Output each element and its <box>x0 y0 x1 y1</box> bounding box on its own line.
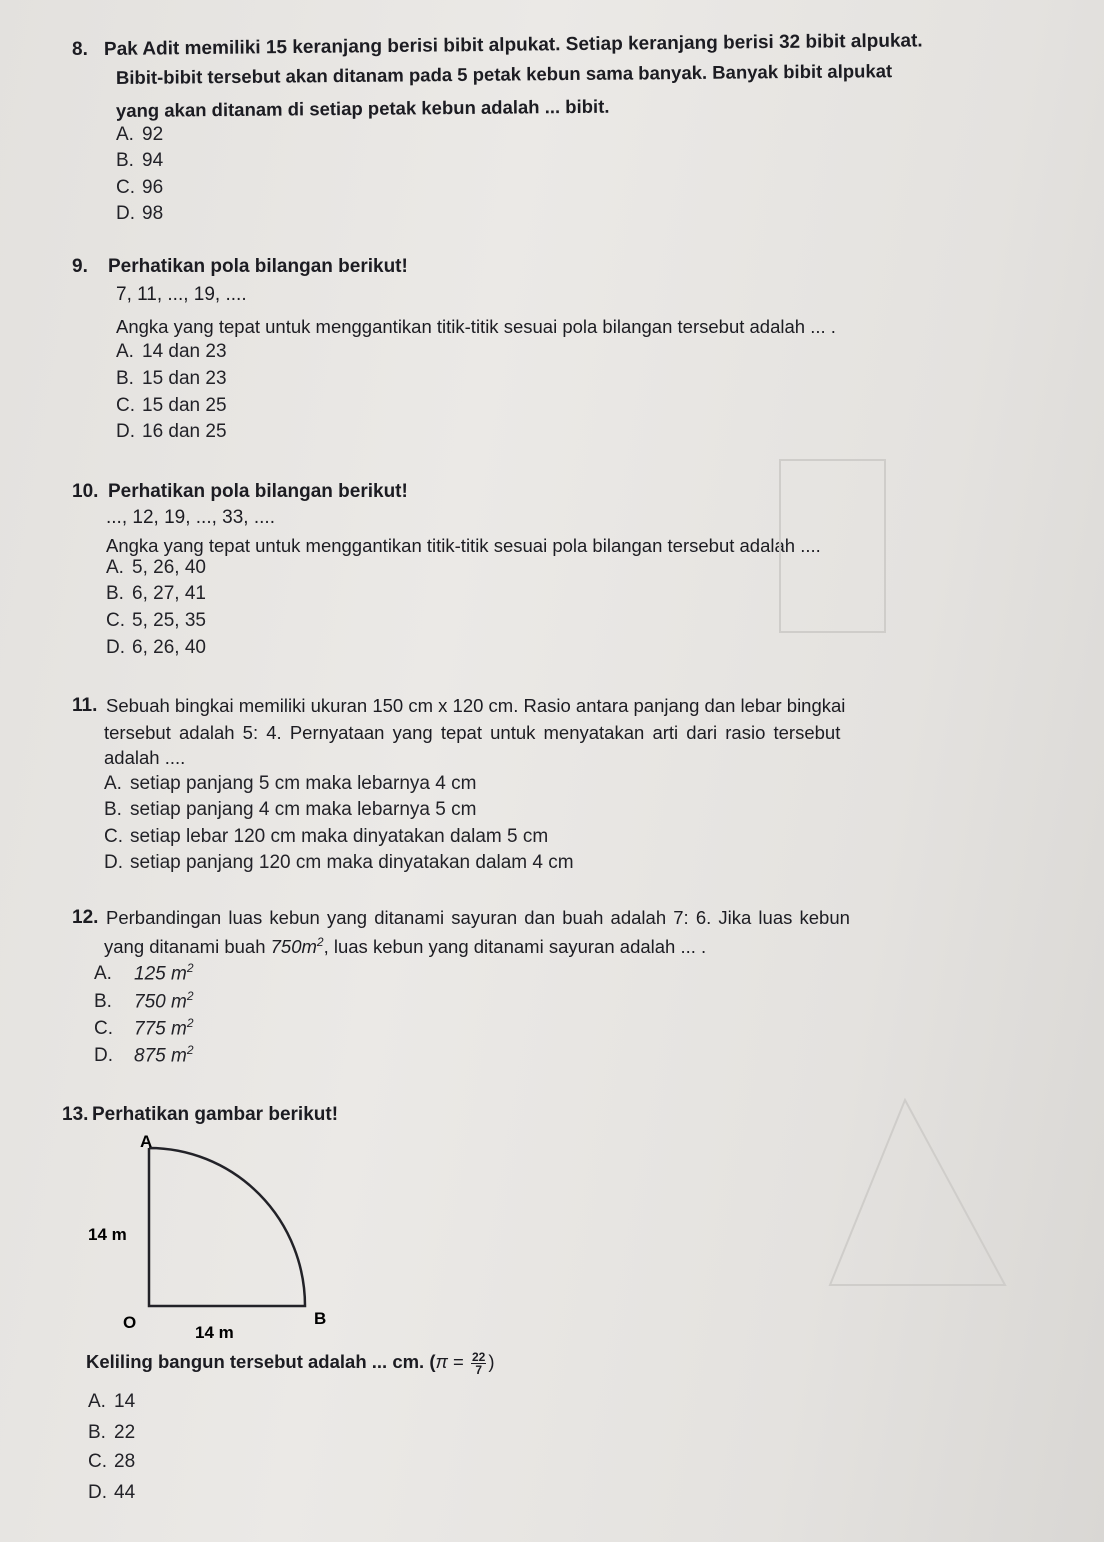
option-text: setiap panjang 120 cm maka dinyatakan dalam 4 cm <box>130 852 574 873</box>
option-text: 92 <box>142 124 164 145</box>
option-text: 875 m <box>134 1045 187 1067</box>
option-text: 14 dan 23 <box>142 341 227 362</box>
option-letter: C. <box>104 826 123 847</box>
option-letter: D. <box>94 1045 113 1067</box>
option-letter: C. <box>106 610 125 631</box>
option-text: setiap panjang 4 cm maka lebarnya 5 cm <box>130 799 477 820</box>
text-segment: yang ditanami buah <box>104 936 271 958</box>
unit-exponent: 2 <box>186 961 194 975</box>
question-text-line: yang akan ditanam di setiap petak kebun adalah ... bibit. <box>115 95 610 121</box>
option-letter: D. <box>106 637 125 658</box>
option-text: 750 m <box>134 991 187 1013</box>
option-text: setiap lebar 120 cm maka dinyatakan dalam 5 cm <box>130 826 549 847</box>
show-through-rectangle <box>760 440 920 640</box>
option-d[interactable] <box>94 1043 194 1067</box>
label-b: B <box>314 1309 327 1328</box>
question-text-line: Perhatikan pola bilangan berikut! <box>108 481 408 502</box>
option-text: 6, 26, 40 <box>132 637 206 658</box>
label-a: A <box>140 1132 153 1151</box>
option-text: 98 <box>142 203 164 224</box>
pi-fraction <box>471 1351 486 1376</box>
text-segment: ) <box>488 1351 495 1372</box>
option-text: 22 <box>114 1422 136 1443</box>
question-number: 8. <box>72 39 88 60</box>
text-segment: , luas kebun yang ditanami sayuran adalah ... . <box>323 936 707 958</box>
label-o: O <box>123 1313 137 1332</box>
option-text: 125 m <box>134 963 187 985</box>
option-a[interactable] <box>116 124 163 146</box>
option-a[interactable] <box>106 557 206 579</box>
option-letter: B. <box>106 583 124 604</box>
option-letter: A. <box>106 557 124 578</box>
option-b[interactable] <box>88 1422 135 1444</box>
question-number: 9. <box>72 256 88 277</box>
option-b[interactable] <box>106 583 206 605</box>
option-letter: D. <box>116 421 135 442</box>
unit-exponent: 2 <box>316 935 324 949</box>
equals-sign: = <box>447 1351 469 1372</box>
option-d[interactable] <box>116 203 163 225</box>
option-letter: C. <box>88 1451 107 1472</box>
question-text-line: Perhatikan pola bilangan berikut! <box>108 256 408 277</box>
option-text: 94 <box>142 150 164 171</box>
option-c[interactable] <box>104 826 548 848</box>
number-pattern: ..., 12, 19, ..., 33, .... <box>106 507 275 528</box>
question-text-line <box>104 935 706 958</box>
question-text-line: Bibit-bibit tersebut akan ditanam pada 5 petak kebun sama banyak. Banyak bibit alpukat <box>115 60 893 88</box>
option-d[interactable] <box>104 852 574 874</box>
option-d[interactable] <box>106 637 206 659</box>
option-c[interactable] <box>116 177 163 199</box>
option-letter: A. <box>88 1391 106 1412</box>
option-letter: D. <box>104 852 123 873</box>
option-text: 775 m <box>134 1018 187 1040</box>
question-text-line: tersebut adalah 5: 4. Pernyataan yang tepat untuk menyatakan arti dari rasio tersebut <box>104 722 841 743</box>
question-text-line: Pak Adit memiliki 15 keranjang berisi bibit alpukat. Setiap keranjang berisi 32 bibit alpukat. <box>103 30 923 60</box>
option-letter: D. <box>116 203 135 224</box>
label-vertical-side: 14 m <box>88 1225 127 1244</box>
text-segment: Keliling bangun tersebut adalah ... cm. ( <box>86 1351 436 1372</box>
question-number: 12. <box>72 907 99 928</box>
option-letter: D. <box>88 1482 107 1503</box>
option-letter: A. <box>116 124 134 145</box>
option-c[interactable] <box>106 610 206 632</box>
option-text: setiap panjang 5 cm maka lebarnya 4 cm <box>130 773 477 794</box>
option-letter: C. <box>94 1018 113 1040</box>
unit-exponent: 2 <box>186 1043 194 1057</box>
option-d[interactable] <box>116 421 227 443</box>
pi-symbol: π <box>435 1351 448 1372</box>
option-text: 28 <box>114 1451 136 1472</box>
pi-numerator: 22 <box>472 1349 486 1364</box>
option-a[interactable] <box>116 341 227 363</box>
option-letter: A. <box>94 963 112 985</box>
option-a[interactable] <box>104 773 476 795</box>
faint-rectangle-outline <box>780 460 885 632</box>
quarter-circle-figure <box>70 1128 340 1348</box>
option-text: 5, 25, 35 <box>132 610 206 631</box>
pi-denominator: 7 <box>475 1362 483 1377</box>
option-text: 5, 26, 40 <box>132 557 206 578</box>
option-c[interactable] <box>116 395 227 417</box>
option-b[interactable] <box>94 989 194 1013</box>
option-text: 6, 27, 41 <box>132 583 206 604</box>
option-letter: C. <box>116 395 135 416</box>
option-letter: A. <box>116 341 134 362</box>
option-text: 14 <box>114 1391 136 1412</box>
option-b[interactable] <box>116 150 163 172</box>
question-number: 11. <box>72 695 98 716</box>
question-number: 10. <box>72 481 99 502</box>
option-letter: B. <box>116 150 134 171</box>
question-text-line: adalah .... <box>104 747 186 768</box>
option-letter: B. <box>88 1422 106 1443</box>
option-text: 96 <box>142 177 164 198</box>
option-c[interactable] <box>94 1016 194 1040</box>
option-letter: A. <box>104 773 122 794</box>
option-letter: C. <box>116 177 135 198</box>
option-d[interactable] <box>88 1482 135 1504</box>
question-text-line: Sebuah bingkai memiliki ukuran 150 cm x 120 cm. Rasio antara panjang dan lebar bingkai <box>106 695 846 716</box>
area-value: 750m <box>270 936 317 958</box>
option-text: 15 dan 23 <box>142 368 227 389</box>
quarter-circle-shape <box>149 1148 305 1306</box>
option-text: 16 dan 25 <box>142 421 227 442</box>
question-text-line: Angka yang tepat untuk menggantikan titik-titik sesuai pola bilangan tersebut adalah .... <box>106 535 821 556</box>
question-prompt <box>86 1350 495 1376</box>
question-number: 13. <box>62 1104 89 1125</box>
option-letter: B. <box>94 991 112 1013</box>
unit-exponent: 2 <box>186 989 194 1003</box>
option-b[interactable] <box>104 799 476 821</box>
number-pattern: 7, 11, ..., 19, .... <box>116 284 247 305</box>
option-a[interactable] <box>88 1391 135 1413</box>
label-horizontal-side: 14 m <box>195 1323 234 1342</box>
question-text-line: Angka yang tepat untuk menggantikan titik-titik sesuai pola bilangan tersebut adalah ... . <box>116 316 836 337</box>
question-text-line: Perbandingan luas kebun yang ditanami sayuran dan buah adalah 7: 6. Jika luas kebun <box>106 907 850 928</box>
option-b[interactable] <box>116 368 227 390</box>
question-text-line: Perhatikan gambar berikut! <box>92 1104 339 1125</box>
option-letter: B. <box>104 799 122 820</box>
option-letter: B. <box>116 368 134 389</box>
option-text: 15 dan 25 <box>142 395 227 416</box>
option-a[interactable] <box>94 961 194 985</box>
unit-exponent: 2 <box>186 1016 194 1030</box>
faint-triangle-outline <box>830 1100 1005 1285</box>
show-through-triangle <box>800 1080 1040 1310</box>
option-text: 44 <box>114 1482 136 1503</box>
option-c[interactable] <box>88 1451 135 1473</box>
